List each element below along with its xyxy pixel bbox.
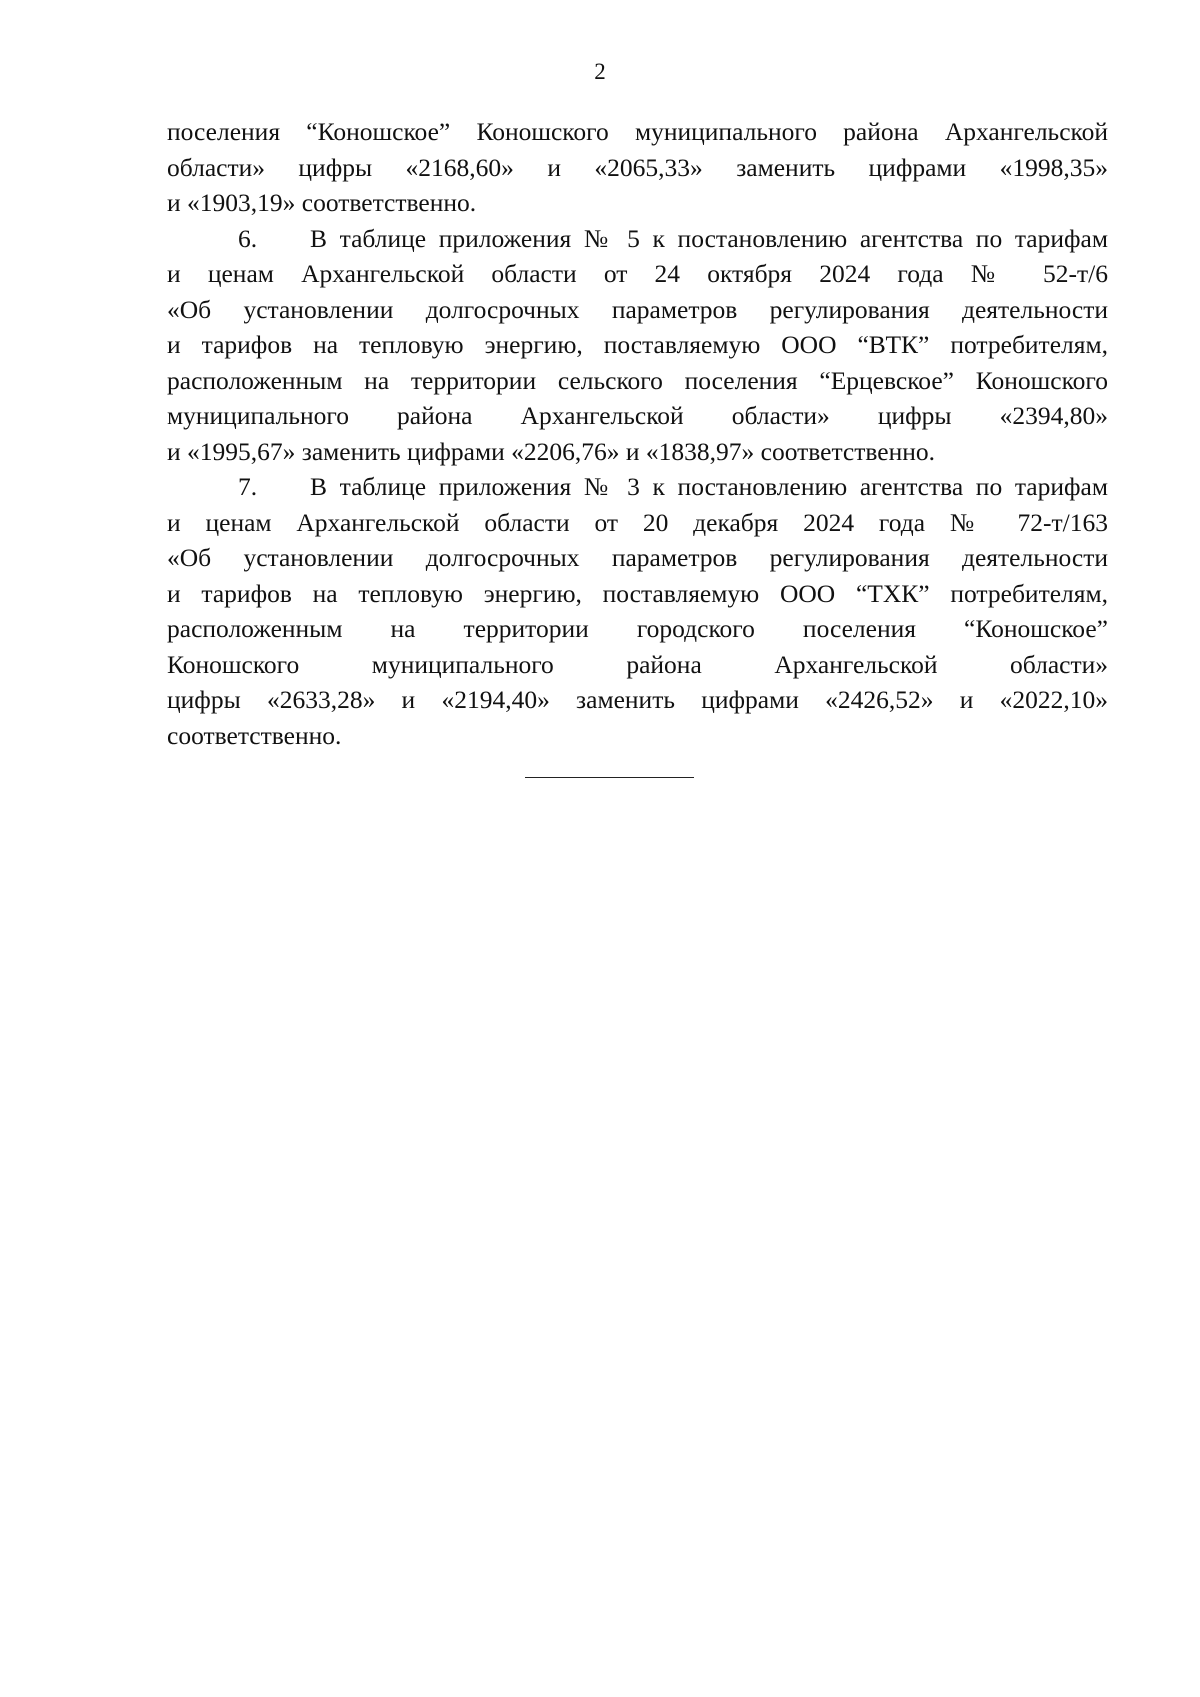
text-line: и тарифов на тепловую энергию, поставляемую ООО “ТХК” потребителям, [167,578,1108,608]
paragraph-continuation [167,114,1108,221]
document-body [167,114,1108,753]
text-line: муниципального района Архангельской области» цифры «2394,80» [167,401,1108,430]
end-divider [525,777,694,778]
page-number: 2 [594,59,606,84]
paragraph-item-7 [167,469,1108,753]
text-line: расположенным на территории сельского поселения “Ерцевское” Коношского [167,365,1108,395]
text-line: соответственно. [167,720,342,750]
item-text: В таблице приложения № 3 к постановлению агентства по тарифам [310,472,1108,501]
text-line: цифры «2633,28» и «2194,40» заменить цифрами «2426,52» и «2022,10» [167,685,1108,714]
text-line: поселения “Коношское” Коношского муниципального района Архангельской [167,117,1108,146]
text-line: «Об установлении долгосрочных параметров регулирования деятельности [167,294,1108,324]
item-number: 7. [238,472,258,501]
paragraph-item-6 [167,221,1108,470]
item-first-line [167,469,1108,505]
item-number: 6. [238,223,258,253]
text-line: и ценам Архангельской области от 20 декабря 2024 года № 72-т/163 [167,507,1108,537]
text-line: расположенным на территории городского поселения “Коношское” [167,614,1108,643]
item-text: В таблице приложения № 5 к постановлению агентства по тарифам [310,223,1108,253]
text-line: и «1903,19» соответственно. [167,188,477,217]
text-line: и ценам Архангельской области от 24 октября 2024 года № 52-т/6 [167,259,1108,288]
text-line: Коношского муниципального района Архангельской области» [167,649,1108,679]
text-line: и тарифов на тепловую энергию, поставляемую ООО “ВТК” потребителям, [167,330,1108,359]
text-line: и «1995,67» заменить цифрами «2206,76» и «1838,97» соответственно. [167,436,936,466]
text-line: «Об установлении долгосрочных параметров регулирования деятельности [167,543,1108,572]
item-first-line [167,221,1108,257]
text-line: области» цифры «2168,60» и «2065,33» заменить цифрами «1998,35» [167,152,1108,182]
